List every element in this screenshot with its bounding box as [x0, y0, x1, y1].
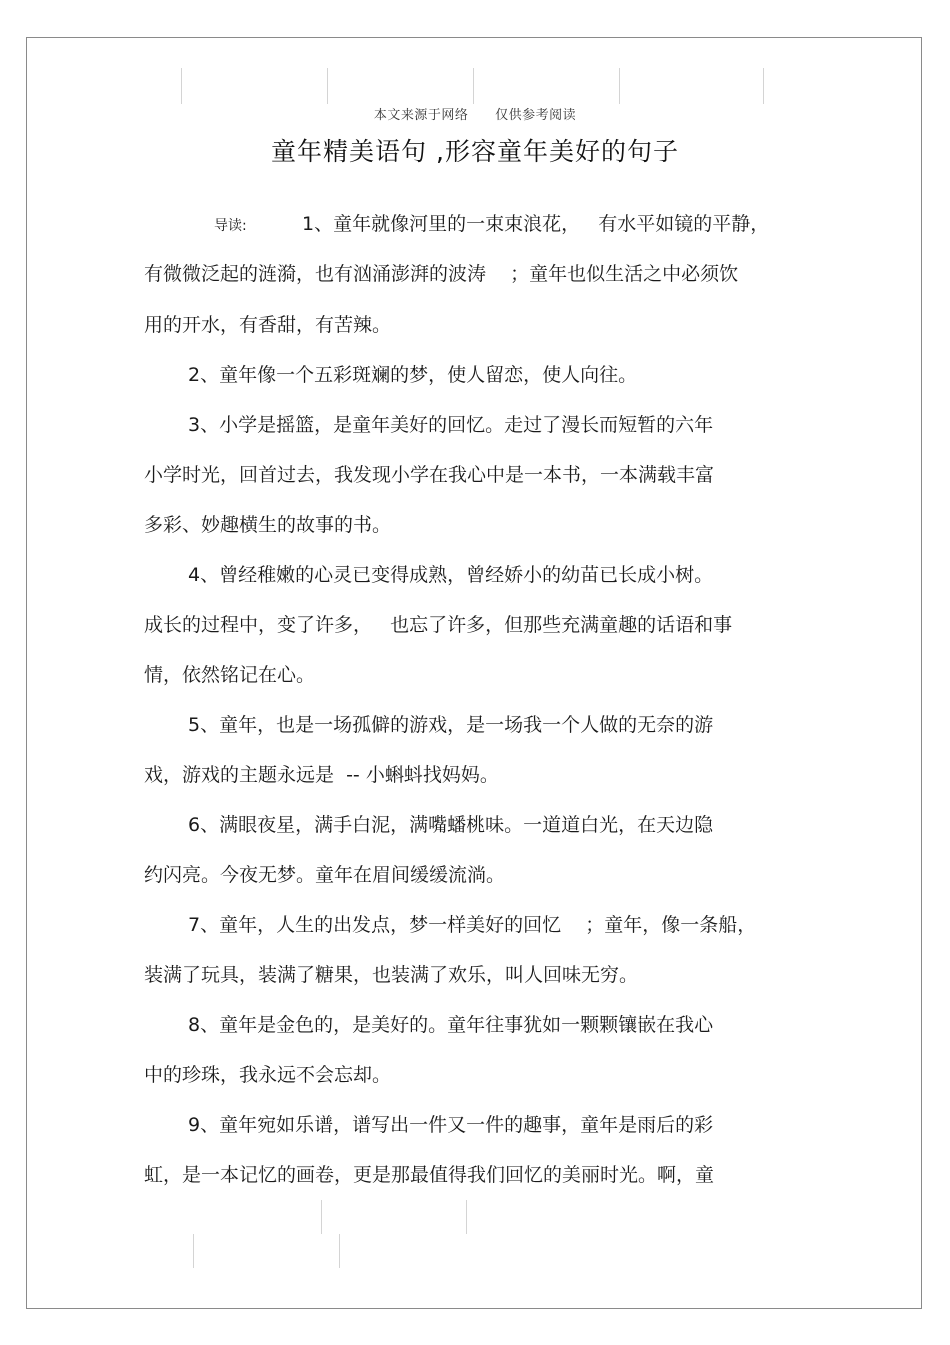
- paragraph-line: 戏，游戏的主题永远是 -- 小蝌蚪找妈妈。: [144, 764, 499, 786]
- bottom-tick-mark: [466, 1200, 467, 1234]
- paragraph-line: 9、童年宛如乐谱，谱写出一件又一件的趣事，童年是雨后的彩: [188, 1114, 714, 1136]
- bottom-tick-mark: [321, 1200, 322, 1234]
- paragraph-line: 5、童年，也是一场孤僻的游戏，是一场我一个人做的无奈的游: [188, 714, 714, 736]
- paragraph-line: 8、童年是金色的，是美好的。童年往事犹如一颗颗镶嵌在我心: [188, 1014, 714, 1036]
- paragraph-line: 成长的过程中，变了许多， 也忘了许多，但那些充满童趣的话语和事: [144, 614, 733, 636]
- top-tick-mark: [327, 68, 328, 104]
- top-tick-mark: [619, 68, 620, 104]
- source-note: 本文来源于网络: [373, 108, 469, 123]
- paragraph-line: 有微微泛起的涟漪，也有汹涌澎湃的波涛 ；童年也似生活之中必须饮: [144, 263, 739, 285]
- bottom-tick-mark: [193, 1234, 194, 1268]
- paragraph-line: 3、小学是摇篮，是童年美好的回忆。走过了漫长而短暂的六年: [188, 414, 714, 436]
- paragraph-line: 虹，是一本记忆的画卷，更是那最值得我们回忆的美丽时光。啊，童: [144, 1164, 715, 1186]
- paragraph-line: 6、满眼夜星，满手白泥，满嘴蟠桃味。一道道白光，在天边隐: [188, 814, 714, 836]
- paragraph-line: 装满了玩具，装满了糖果，也装满了欢乐，叫人回味无穷。: [144, 964, 639, 986]
- document-title: 童年精美语句 ,形容童年美好的句子: [271, 137, 679, 166]
- top-tick-mark: [181, 68, 182, 104]
- paragraph-line: 7、童年，人生的出发点，梦一样美好的回忆 ；童年，像一条船，: [188, 914, 757, 936]
- paragraph-line: 4、曾经稚嫩的心灵已变得成熟，曾经娇小的幼苗已长成小树。: [188, 564, 714, 586]
- paragraph-line: 情，依然铭记在心。: [144, 664, 316, 686]
- paragraph-line: 1、童年就像河里的一束束浪花， 有水平如镜的平静，: [302, 213, 770, 235]
- paragraph-line: 中的珍珠，我永远不会忘却。: [144, 1064, 392, 1086]
- paragraph-line: 2、童年像一个五彩斑斓的梦，使人留恋，使人向往。: [188, 364, 638, 386]
- top-tick-mark: [473, 68, 474, 104]
- reference-note: 仅供参考阅读: [495, 108, 577, 123]
- paragraph-line: 约闪亮。今夜无梦。童年在眉间缓缓流淌。: [144, 864, 506, 886]
- top-tick-mark: [763, 68, 764, 104]
- paragraph-line: 小学时光，回首过去，我发现小学在我心中是一本书，一本满载丰富: [144, 464, 715, 486]
- paragraph-line: 用的开水，有香甜，有苦辣。: [144, 314, 392, 336]
- header-note: [0, 104, 950, 123]
- lead-label: 导读:: [214, 218, 247, 234]
- paragraph-line: 多彩、妙趣横生的故事的书。: [144, 514, 392, 536]
- bottom-tick-mark: [339, 1234, 340, 1268]
